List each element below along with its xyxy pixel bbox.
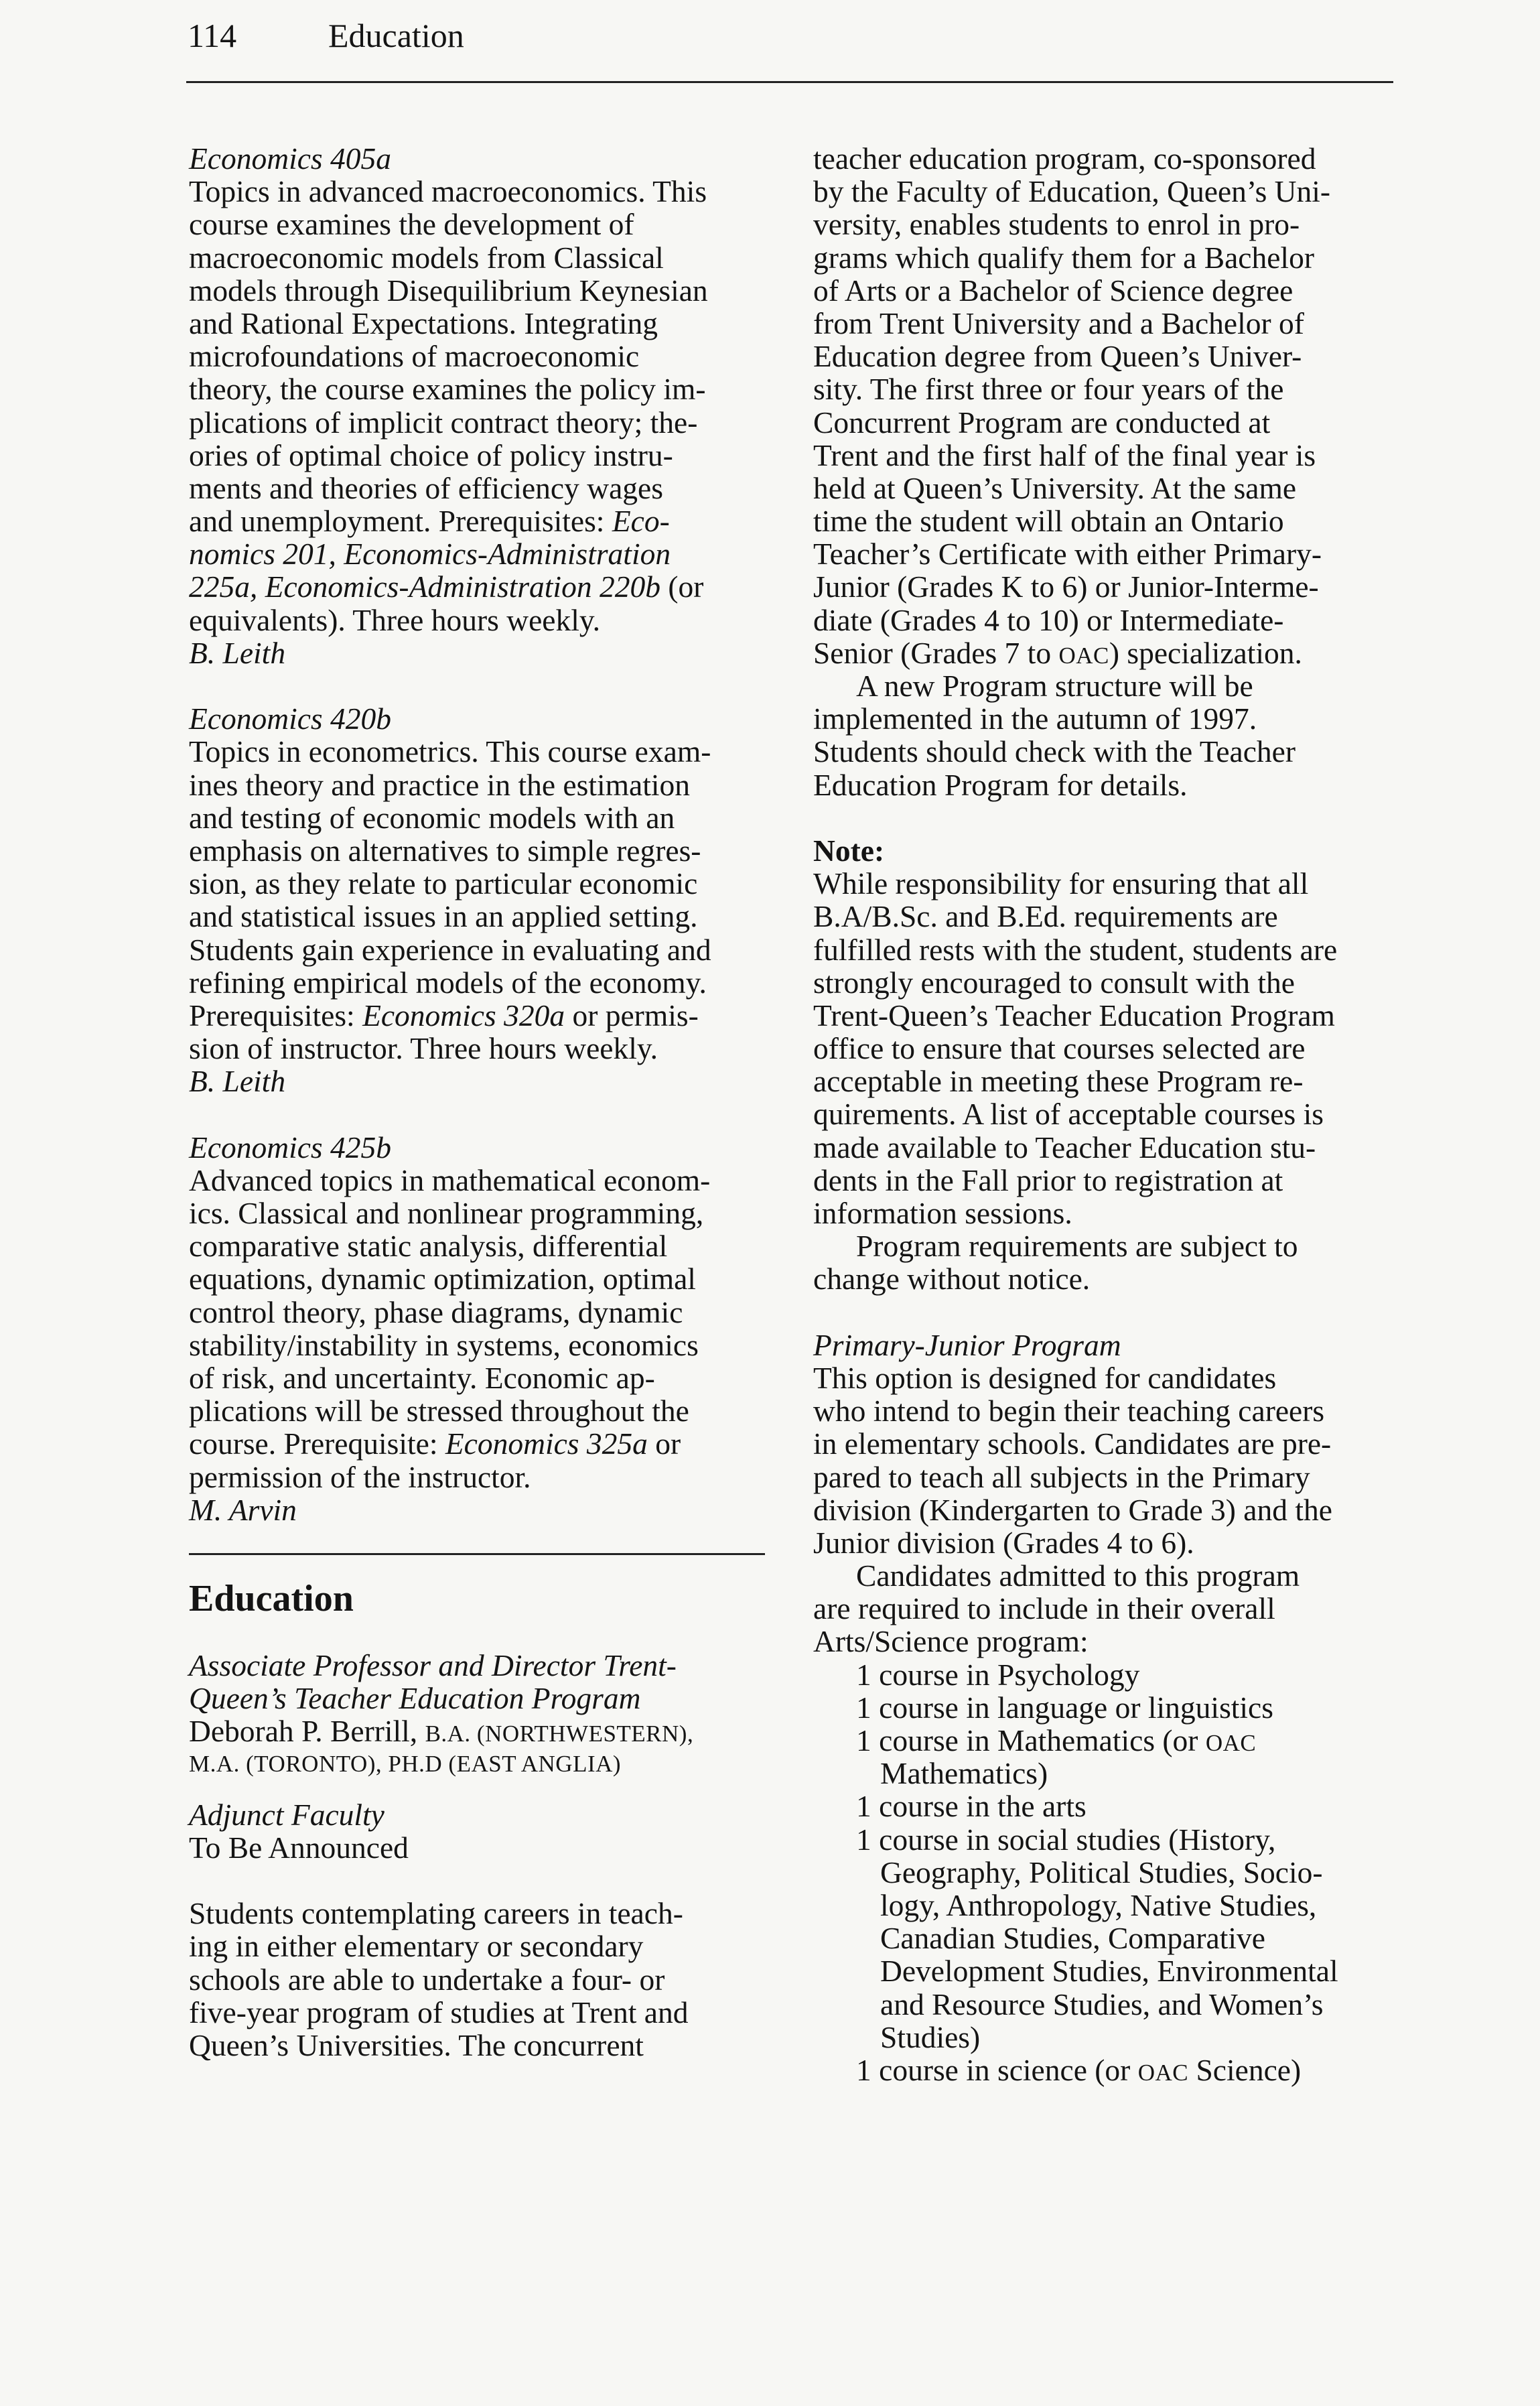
paragraph-line: are required to include in their overall bbox=[813, 1591, 1275, 1626]
faculty-name: To Be Announced bbox=[189, 1830, 409, 1865]
prerequisites-line bbox=[189, 570, 778, 603]
paragraph-line: implemented in the autumn of 1997. bbox=[813, 701, 1257, 736]
paragraph-line: ing in either elementary or secondary bbox=[189, 1929, 644, 1964]
paragraph-line: Arts/Science program: bbox=[813, 1624, 1089, 1659]
paragraph-line: Program requirements are subject to bbox=[856, 1229, 1298, 1264]
paragraph-line: from Trent University and a Bachelor of bbox=[813, 306, 1304, 340]
prerequisites-line bbox=[189, 505, 778, 537]
paragraph-text: Senior (Grades 7 to bbox=[813, 635, 1059, 670]
paragraph-line: made available to Teacher Education stu- bbox=[813, 1130, 1316, 1164]
faculty-name: Deborah P. Berrill, bbox=[189, 1714, 425, 1749]
paragraph-line: office to ensure that courses selected are bbox=[813, 1031, 1306, 1066]
requirement-item: 1 course in social studies (History, bbox=[856, 1822, 1276, 1857]
paragraph-line: of Arts or a Bachelor of Science degree bbox=[813, 273, 1293, 308]
paragraph-line: Education degree from Queen’s Univer- bbox=[813, 339, 1302, 374]
paragraph-line: held at Queen’s University. At the same bbox=[813, 470, 1297, 505]
faculty-title: Associate Professor and Director Trent- bbox=[189, 1648, 677, 1682]
course-entry-425b bbox=[189, 1131, 778, 1526]
requirement-continuation: Geography, Political Studies, Socio- bbox=[880, 1855, 1323, 1889]
program-title: Primary-Junior Program bbox=[813, 1327, 1121, 1362]
program-intro bbox=[813, 142, 1403, 801]
requirement-continuation: and Resource Studies, and Women’s bbox=[880, 1987, 1324, 2021]
paragraph-line: quirements. A list of acceptable courses is bbox=[813, 1097, 1324, 1132]
paragraph-line: Education Program for details. bbox=[813, 767, 1188, 802]
paragraph-line: B.A/B.Sc. and B.Ed. requirements are bbox=[813, 899, 1278, 934]
course-text-line: theory, the course examines the policy im- bbox=[189, 372, 706, 407]
paragraph-line: in elementary schools. Candidates are pre- bbox=[813, 1426, 1332, 1461]
prerequisites-text: or bbox=[647, 1426, 681, 1461]
prerequisite-course: nomics 201, Economics-Administration bbox=[189, 537, 671, 572]
course-text-line: Students gain experience in evaluating and bbox=[189, 932, 711, 967]
course-hours: sion of instructor. Three hours weekly. bbox=[189, 1031, 658, 1066]
requirement-continuation: logy, Anthropology, Native Studies, bbox=[880, 1887, 1317, 1922]
paragraph-line: This option is designed for candidates bbox=[813, 1360, 1277, 1395]
requirement-continuation: Mathematics) bbox=[880, 1756, 1048, 1791]
paragraph-line: Trent and the first half of the final year is bbox=[813, 438, 1316, 472]
requirement-item: 1 course in language or linguistics bbox=[856, 1690, 1273, 1725]
course-text-line: course examines the development of bbox=[189, 207, 634, 242]
paragraph-line: While responsibility for ensuring that all bbox=[813, 866, 1309, 901]
paragraph-line: diate (Grades 4 to 10) or Intermediate- bbox=[813, 602, 1284, 637]
paragraph-line: A new Program structure will be bbox=[856, 669, 1253, 703]
note-heading: Note: bbox=[813, 833, 885, 868]
paragraph-line: Junior division (Grades 4 to 6). bbox=[813, 1525, 1194, 1560]
course-text-line: and Rational Expectations. Integrating bbox=[189, 306, 658, 340]
header-rule bbox=[186, 81, 1393, 83]
education-section bbox=[189, 1575, 778, 2062]
faculty-title: Adjunct Faculty bbox=[189, 1797, 384, 1832]
oac-abbrev: OAC bbox=[1058, 642, 1109, 669]
course-text-line: and testing of economic models with an bbox=[189, 800, 675, 835]
paragraph-line bbox=[813, 637, 1403, 669]
course-title: Economics 420b bbox=[189, 701, 392, 736]
paragraph-line: time the student will obtain an Ontario bbox=[813, 504, 1284, 539]
paragraph-text: ) specialization. bbox=[1109, 635, 1302, 670]
faculty-name-line bbox=[189, 1715, 778, 1747]
note-section bbox=[813, 834, 1403, 1296]
paragraph-line: grams which qualify them for a Bachelor bbox=[813, 240, 1314, 275]
primary-junior-section bbox=[813, 1329, 1403, 2086]
prerequisites-text: and unemployment. Prerequisites: bbox=[189, 504, 612, 539]
right-column bbox=[813, 142, 1403, 2086]
course-title: Economics 425b bbox=[189, 1130, 392, 1164]
course-instructor: B. Leith bbox=[189, 1064, 286, 1099]
requirement-continuation: Canadian Studies, Comparative bbox=[880, 1921, 1265, 1956]
prerequisites-line bbox=[189, 999, 778, 1032]
course-instructor: B. Leith bbox=[189, 635, 286, 670]
paragraph-line: Students contemplating careers in teach- bbox=[189, 1896, 683, 1931]
course-text-line: microfoundations of macroeconomic bbox=[189, 339, 640, 374]
paragraph-line: Trent-Queen’s Teacher Education Program bbox=[813, 998, 1335, 1032]
course-text-line: plications will be stressed throughout the bbox=[189, 1394, 689, 1428]
paragraph-line: teacher education program, co-sponsored bbox=[813, 141, 1316, 176]
requirement-item bbox=[813, 2054, 1403, 2086]
course-text-line: refining empirical models of the economy. bbox=[189, 965, 707, 1000]
section-divider bbox=[189, 1553, 765, 1555]
course-text-line: stability/instability in systems, economics bbox=[189, 1327, 699, 1362]
prerequisites-text: course. Prerequisite: bbox=[189, 1426, 445, 1461]
course-text-line: sion, as they relate to particular economic bbox=[189, 866, 698, 901]
requirement-item bbox=[813, 1724, 1403, 1757]
course-hours: equivalents). Three hours weekly. bbox=[189, 602, 601, 637]
prerequisites-line bbox=[189, 1427, 778, 1460]
requirement-continuation: Development Studies, Environmental bbox=[880, 1954, 1338, 1989]
prerequisites-text: permission of the instructor. bbox=[189, 1459, 531, 1494]
paragraph-line: Candidates admitted to this program bbox=[856, 1558, 1300, 1593]
course-text-line: control theory, phase diagrams, dynamic bbox=[189, 1294, 683, 1329]
paragraph-line: Junior (Grades K to 6) or Junior-Interme- bbox=[813, 570, 1319, 604]
prerequisites-text: Prerequisites: bbox=[189, 998, 363, 1032]
course-text-line: emphasis on alternatives to simple regres- bbox=[189, 833, 701, 868]
course-text-line: equations, dynamic optimization, optimal bbox=[189, 1262, 696, 1296]
requirement-item: 1 course in the arts bbox=[856, 1789, 1087, 1824]
course-title: Economics 405a bbox=[189, 141, 392, 176]
requirement-text: Science) bbox=[1188, 2052, 1302, 2087]
course-text-line: comparative static analysis, differential bbox=[189, 1229, 668, 1264]
prerequisite-course: Eco- bbox=[612, 504, 670, 539]
course-entry-420b bbox=[189, 702, 778, 1097]
paragraph-line: schools are able to undertake a four- or bbox=[189, 1962, 665, 1997]
course-entry-405a bbox=[189, 142, 778, 669]
requirement-continuation: Studies) bbox=[880, 2019, 981, 2054]
oac-abbrev: OAC bbox=[1205, 1730, 1257, 1756]
course-text-line: Topics in econometrics. This course exam- bbox=[189, 734, 711, 769]
paragraph-line: change without notice. bbox=[813, 1262, 1091, 1296]
course-instructor: M. Arvin bbox=[189, 1492, 297, 1527]
paragraph-line: pared to teach all subjects in the Primary bbox=[813, 1459, 1310, 1494]
paragraph-line: by the Faculty of Education, Queen’s Uni- bbox=[813, 174, 1331, 209]
course-text-line: ics. Classical and nonlinear programming, bbox=[189, 1196, 704, 1230]
prerequisites-text: (or bbox=[660, 570, 704, 604]
requirement-text: 1 course in science (or bbox=[856, 2052, 1138, 2087]
prerequisite-course: Economics 320a bbox=[362, 998, 565, 1032]
course-text-line: macroeconomic models from Classical bbox=[189, 240, 664, 275]
paragraph-line: sity. The first three or four years of the bbox=[813, 372, 1284, 407]
course-text-line: Advanced topics in mathematical econom- bbox=[189, 1162, 711, 1197]
course-text-line: of risk, and uncertainty. Economic ap- bbox=[189, 1360, 655, 1395]
paragraph-line: information sessions. bbox=[813, 1196, 1072, 1230]
course-text-line: ments and theories of efficiency wages bbox=[189, 470, 663, 505]
page-header bbox=[188, 12, 1393, 72]
course-text-line: models through Disequilibrium Keynesian bbox=[189, 273, 708, 308]
course-text-line: plications of implicit contract theory; the- bbox=[189, 405, 698, 440]
paragraph-line: who intend to begin their teaching careers bbox=[813, 1394, 1325, 1428]
page-number: 114 bbox=[188, 17, 237, 54]
running-section-title: Education bbox=[328, 17, 464, 54]
requirement-text: 1 course in Mathematics (or bbox=[856, 1723, 1206, 1757]
faculty-degrees: M.A. (TORONTO), PH.D (EAST ANGLIA) bbox=[189, 1751, 622, 1778]
paragraph-line: Concurrent Program are conducted at bbox=[813, 405, 1271, 440]
paragraph-line: Students should check with the Teacher bbox=[813, 734, 1296, 769]
paragraph-line: five-year program of studies at Trent and bbox=[189, 1995, 689, 2029]
left-column bbox=[189, 142, 778, 2062]
prerequisites-text: or permis- bbox=[565, 998, 699, 1032]
prerequisite-course: Economics 325a bbox=[445, 1426, 648, 1461]
paragraph-line: strongly encouraged to consult with the bbox=[813, 965, 1296, 1000]
course-text-line: Topics in advanced macroeconomics. This bbox=[189, 174, 707, 209]
oac-abbrev: OAC bbox=[1137, 2059, 1189, 2086]
course-text-line: ines theory and practice in the estimation bbox=[189, 767, 690, 802]
paragraph-line: versity, enables students to enrol in pro- bbox=[813, 207, 1300, 242]
paragraph-line: Queen’s Universities. The concurrent bbox=[189, 2027, 644, 2062]
prerequisite-course: 225a, Economics-Administration 220b bbox=[189, 570, 660, 604]
paragraph-line: division (Kindergarten to Grade 3) and the bbox=[813, 1492, 1332, 1527]
faculty-title: Queen’s Teacher Education Program bbox=[189, 1681, 641, 1716]
course-text-line: and statistical issues in an applied setting. bbox=[189, 899, 698, 934]
requirement-item: 1 course in Psychology bbox=[856, 1657, 1140, 1692]
faculty-degrees: B.A. (NORTHWESTERN), bbox=[425, 1721, 694, 1747]
section-heading: Education bbox=[189, 1577, 354, 1619]
paragraph-line: dents in the Fall prior to registration at bbox=[813, 1162, 1283, 1197]
paragraph-line: acceptable in meeting these Program re- bbox=[813, 1064, 1304, 1099]
course-text-line: ories of optimal choice of policy instru- bbox=[189, 438, 673, 472]
paragraph-line: fulfilled rests with the student, students are bbox=[813, 932, 1338, 967]
paragraph-line: Teacher’s Certificate with either Primary- bbox=[813, 537, 1322, 572]
